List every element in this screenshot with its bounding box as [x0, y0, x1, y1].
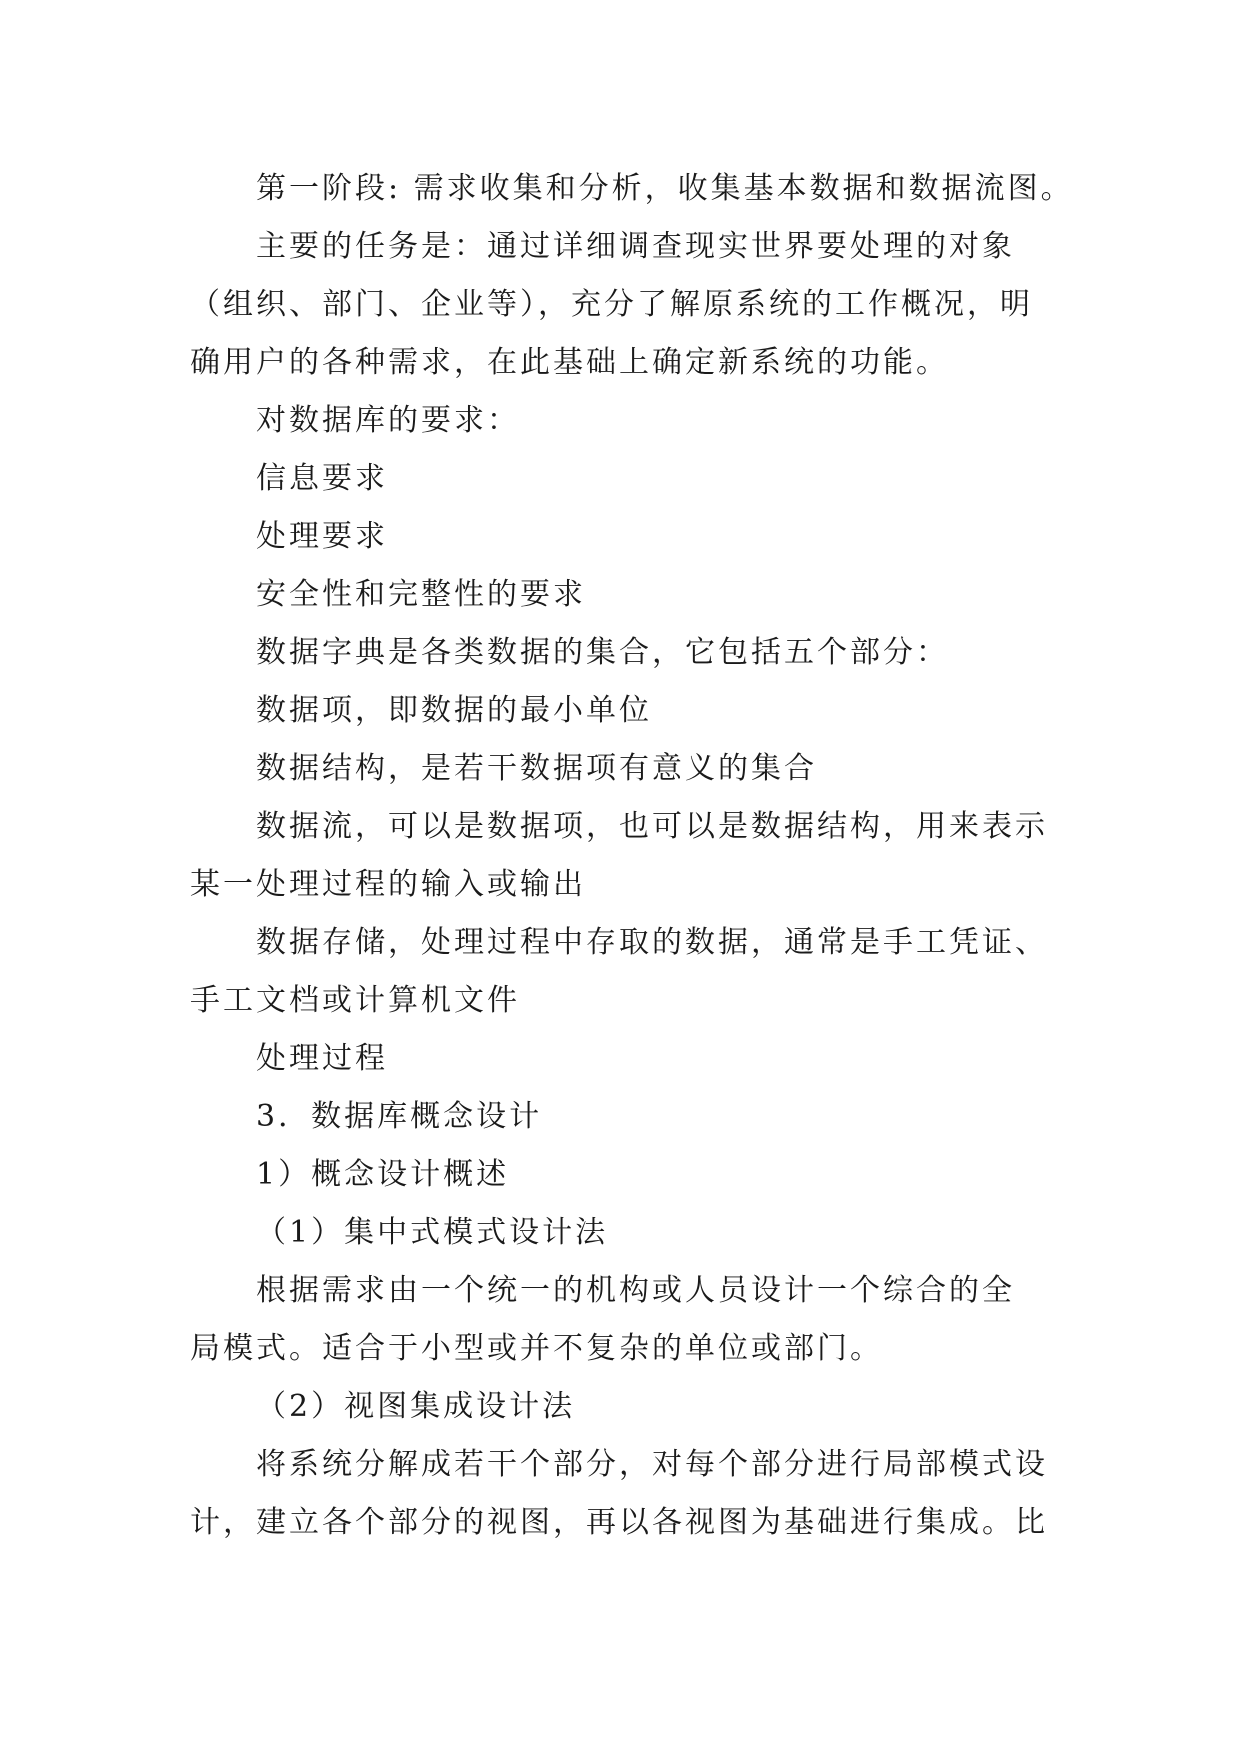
subsection-heading-view-integration: （2）视图集成设计法	[256, 1389, 576, 1424]
list-item-info-requirement: 信息要求	[256, 461, 388, 496]
paragraph-data-storage-line-2: 手工文档或计算机文件	[190, 983, 520, 1018]
list-item-processing-requirement: 处理要求	[256, 519, 388, 554]
paragraph-main-task-line-1: 主要的任务是：通过详细调查现实世界要处理的对象	[256, 229, 1015, 264]
list-item-security-requirement: 安全性和完整性的要求	[256, 577, 586, 612]
paragraph-centralized-line-1: 根据需求由一个统一的机构或人员设计一个综合的全	[256, 1273, 1015, 1308]
paragraph-data-storage-line-1: 数据存储，处理过程中存取的数据，通常是手工凭证、	[256, 925, 1048, 960]
paragraph-view-integration-line-2: 计，建立各个部分的视图，再以各视图为基础进行集成。比	[190, 1505, 1048, 1540]
list-item-processing: 处理过程	[256, 1041, 388, 1076]
document-body	[190, 160, 1074, 1552]
list-item-data-structure: 数据结构，是若干数据项有意义的集合	[256, 751, 817, 786]
paragraph-data-dictionary: 数据字典是各类数据的集合，它包括五个部分：	[256, 635, 949, 670]
paragraph-main-task-line-2: （组织、部门、企业等），充分了解原系统的工作概况，明	[190, 287, 1033, 322]
section-heading-conceptual-design: 3．数据库概念设计	[256, 1099, 543, 1134]
paragraph-data-flow-line-1: 数据流，可以是数据项，也可以是数据结构，用来表示	[256, 809, 1048, 844]
paragraph-centralized-line-2: 局模式。适合于小型或并不复杂的单位或部门。	[190, 1331, 883, 1366]
subsection-heading-centralized: （1）集中式模式设计法	[256, 1215, 609, 1250]
list-item-data-item: 数据项，即数据的最小单位	[256, 693, 652, 728]
paragraph-data-flow-line-2: 某一处理过程的输入或输出	[190, 867, 586, 902]
paragraph-main-task-line-3: 确用户的各种需求，在此基础上确定新系统的功能。	[190, 345, 949, 380]
subsection-heading-overview: 1）概念设计概述	[256, 1157, 510, 1192]
paragraph-view-integration-line-1: 将系统分解成若干个部分，对每个部分进行局部模式设	[256, 1447, 1048, 1482]
paragraph-stage-one: 第一阶段: 需求收集和分析，收集基本数据和数据流图。	[256, 171, 1074, 206]
paragraph-db-requirements: 对数据库的要求：	[256, 403, 520, 438]
